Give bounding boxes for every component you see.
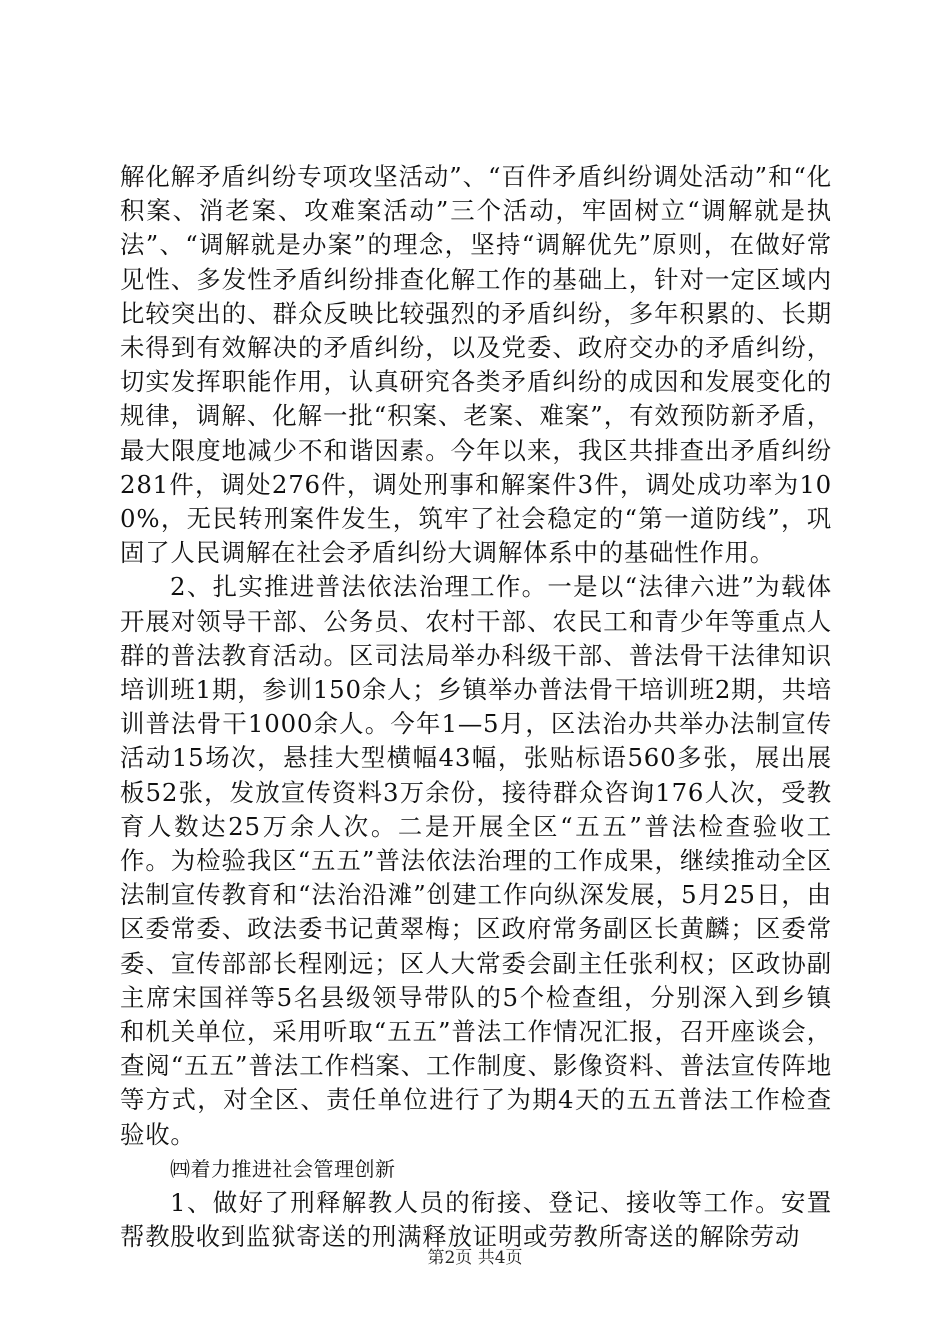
section-heading: ㈣着力推进社会管理创新 [170, 1156, 396, 1181]
paragraph-mediation-work: 解化解矛盾纠纷专项攻坚活动”、“百件矛盾纠纷调处活动”和“化积案、消老案、攻难案活动”三个活动，牢固树立“调解就是执法”、“调解就是办案”的理念，坚持“调解优先”原则，在做好常见性、多发性矛盾纠纷排查化解工作的基础上，针对一定区域内比较突出的、群众反映比较强烈的矛盾纠纷，多年积累的、长期未得到有效解决的矛盾纠纷，以及党委、政府交办的矛盾纠纷，切实发挥职能作用，认真研究各类矛盾纠纷的成因和发展变化的规律，调解、化解一批“积案、老案、难案”，有效预防新矛盾，最大限度地减少不和谐因素。今年以来，我区共排查出矛盾纠纷281件，调处276件，调处刑事和解案件3件，调处成功率为100%，无民转刑案件发生，筑牢了社会稳定的“第一道防线”，巩固了人民调解在社会矛盾纠纷大调解体系中的基础性作用。 [120, 162, 832, 568]
paragraph-released-persons: 1、做好了刑释解教人员的衔接、登记、接收等工作。安置帮教股收到监狱寄送的刑满释放证明或劳教所寄送的解除劳动 [120, 1188, 832, 1252]
paragraph-legal-education: 2、扎实推进普法依法治理工作。一是以“法律六进”为载体开展对领导干部、公务员、农村干部、农民工和青少年等重点人群的普法教育活动。区司法局举办科级干部、普法骨干法律知识培训班1期，参训150余人；乡镇举办普法骨干培训班2期，共培训普法骨干1000余人。今年1—5月，区法治办共举办法制宣传活动15场次，悬挂大型横幅43幅，张贴标语560多张，展出展板52张，发放宣传资料3万余份，接待群众咨询176人次，受教育人数达25万余人次。二是开展全区“五五”普法检查验收工作。为检验我区“五五”普法依法治理的工作成果，继续推动全区法制宣传教育和“法治沿滩”创建工作向纵深发展，5月25日，由区委常委、政法委书记黄翠梅；区政府常务副区长黄麟；区委常委、宣传部部长程刚远；区人大常委会副主任张利权；区政协副主席宋国祥等5名县级领导带队的5个检查组，分别深入到乡镇和机关单位，采用听取“五五”普法工作情况汇报，召开座谈会，查阅“五五”普法工作档案、工作制度、影像资料、普法宣传阵地等方式，对全区、责任单位进行了为期4天的五五普法工作检查验收。 [120, 572, 832, 1149]
page-number-footer: 第2页 共4页 [427, 1248, 523, 1268]
document-body [120, 160, 832, 1255]
